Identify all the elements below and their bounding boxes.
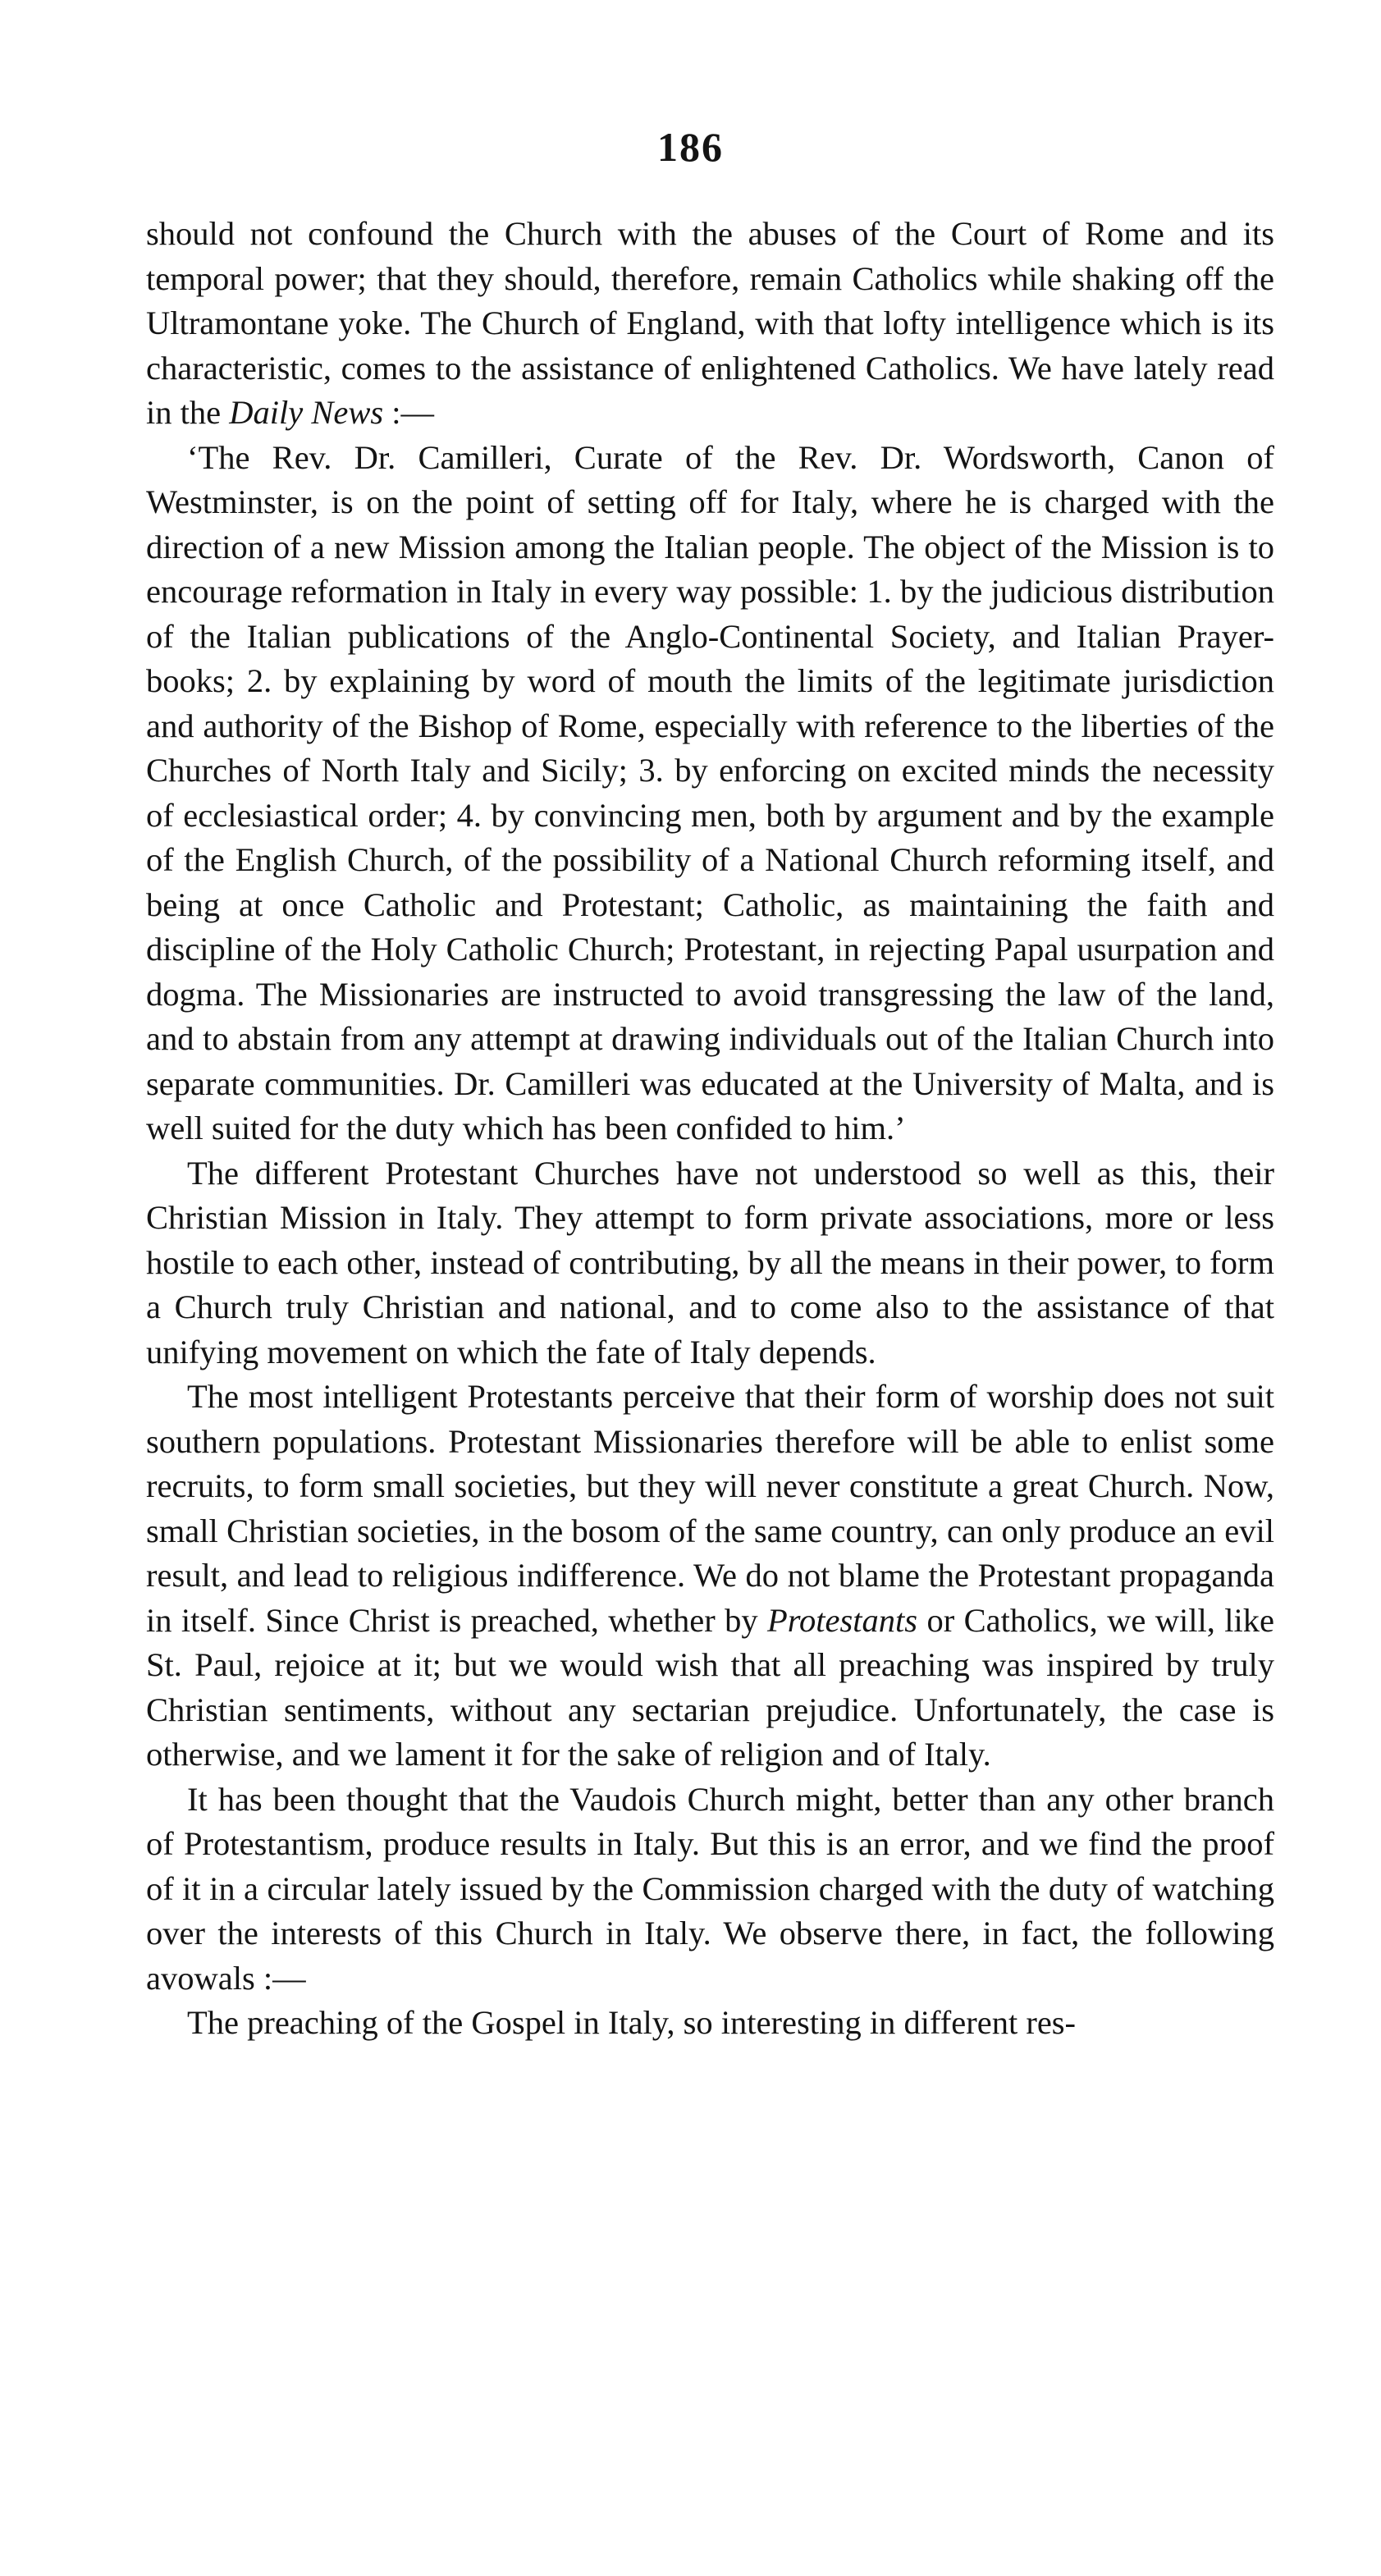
page-body [146, 212, 1274, 2046]
paragraph-vaudois-church: It has been thought that the Vaudois Church might, better than any other branch of Protestantism, produce results in Italy. But this is an error, and we find the proof of it in a circular lately issued by the Commission charged with the duty of watching over the interests of this Church in Italy. We observe there, in fact, the following avowals :— [146, 1780, 1274, 1997]
paragraph-tail: :— [383, 394, 434, 431]
paragraph-continuation [146, 212, 1274, 436]
emphasized-word: Protestants [767, 1601, 918, 1639]
paragraph-intelligent-protestants [146, 1375, 1274, 1778]
paragraph-protestant-churches: The different Protestant Churches have not understood so well as this, their Christian Mission in Italy. They attempt to form private associations, more or less hostile to each other, instead of contributing, by all the means in their power, to form a Church truly Christian and national, and to come also to the assistance of that unifying movement on which the fate of Italy depends. [146, 1154, 1274, 1370]
paragraph-text: or Catholics, we will, like St. Paul, rejoice at it; but we would wish that all preaching was inspired by truly Christian sentiments, without any sectarian prejudice. Unfortunately, the case is otherwise, and we lament it for the sake of religion and of Italy. [146, 1601, 1274, 1773]
paragraph-preaching-gospel: The preaching of the Gospel in Italy, so interesting in different res- [187, 2004, 1077, 2041]
page-number: 186 [657, 124, 724, 170]
paragraph-text: The most intelligent Protestants perceive that their form of worship does not suit southern populations. Protestant Missionaries therefore will be able to enlist some recruits, to form small societies, but they will never constitute a great Church. Now, small Christian societies, in the bosom of the same country, can only produce an evil result, and lead to religious indifference. We do not blame the Protestant propaganda in itself. Since Christ is preached, whether by [146, 1378, 1274, 1639]
paragraph-text: should not confound the Church with the abuses of the Court of Rome and its temporal power; that they should, therefore, remain Catholics while shaking off the Ultramontane yoke. The Church of England, with that lofty intelligence which is its characteristic, comes to the assistance of enlightened Catholics. We have lately read in the [146, 215, 1274, 431]
quoted-announcement: ‘The Rev. Dr. Camilleri, Curate of the Rev. Dr. Wordsworth, Canon of Westminster, is on the point of setting off for Italy, where he is charged with the direction of a new Mission among the Italian people. The object of the Mission is to encourage reformation in Italy in every way possible: 1. by the judicious distribution of the Italian publications of the Anglo-Continental Society, and Italian Prayer-books; 2. by explaining by word of mouth the limits of the legitimate jurisdiction and authority of the Bishop of Rome, especially with reference to the liberties of the Churches of North Italy and Sicily; 3. by enforcing on excited minds the necessity of ecclesiastical order; 4. by convincing men, both by argument and by the example of the English Church, of the possibility of a National Church reforming itself, and being at once Catholic and Protestant; Catholic, as maintaining the faith and discipline of the Holy Catholic Church; Protestant, in rejecting Papal usurpation and dogma. The Missionaries are instructed to avoid transgressing the law of the land, and to abstain from any attempt at drawing individuals out of the Italian Church into separate communities. Dr. Camilleri was educated at the University of Malta, and is well suited for the duty which has been confided to him.’ [146, 438, 1274, 1146]
newspaper-title: Daily News [229, 394, 384, 431]
